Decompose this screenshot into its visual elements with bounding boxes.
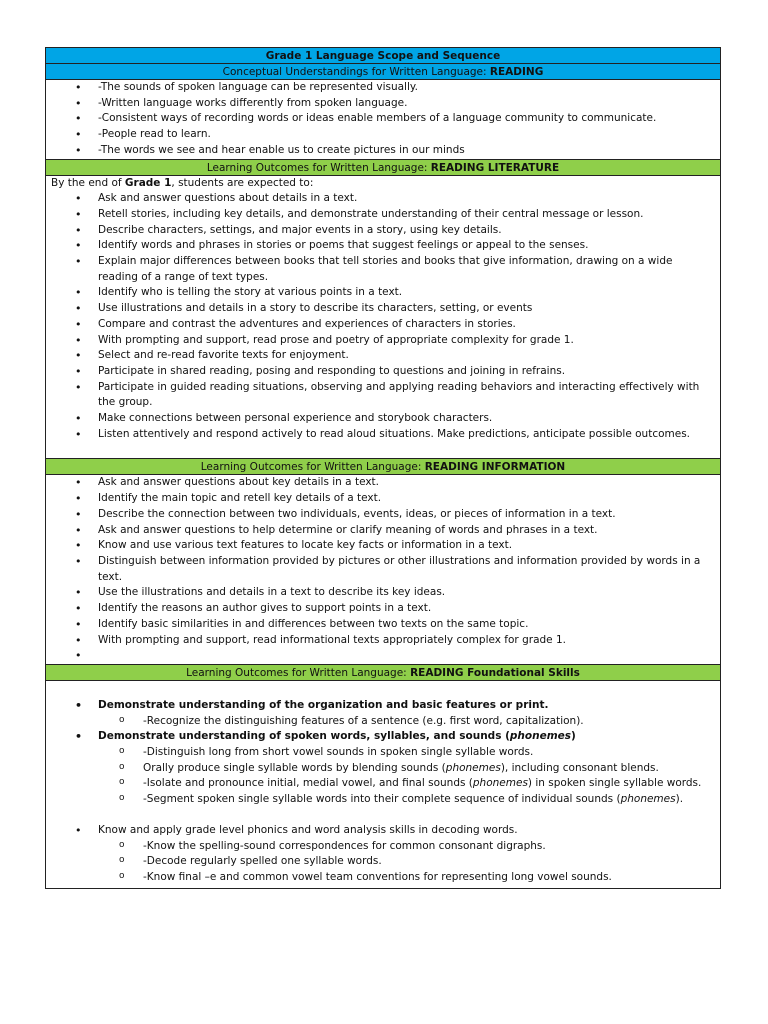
list-item: • Retell stories, including key details, and demonstrate understanding of their central message or lesson.	[46, 207, 720, 223]
list-item: • Know and use various text features to locate key facts or information in a text.	[46, 538, 720, 554]
list-item: • -The words we see and hear enable us to create pictures in our minds	[46, 143, 720, 159]
sub-list-item: o -Distinguish long from short vowel sounds in spoken single syllable words.	[46, 745, 720, 761]
list-item: • Identify words and phrases in stories or poems that suggest feelings or appeal to the senses.	[46, 238, 720, 254]
literature-intro: By the end of Grade 1, students are expected to:	[51, 176, 314, 189]
list-item: • Select and re-read favorite texts for enjoyment.	[46, 348, 720, 364]
literature-section	[46, 176, 720, 460]
list-item: • Identify the reasons an author gives to support points in a text.	[46, 601, 720, 617]
list-item: • Distinguish between information provided by pictures or other illustrations and information provided by words in a text.	[46, 554, 720, 585]
list-item: • Participate in shared reading, posing and responding to questions and joining in refrains.	[46, 364, 720, 380]
literature-list	[46, 191, 720, 442]
list-item: • Ask and answer questions about key details in a text.	[46, 475, 720, 491]
information-list	[46, 475, 720, 663]
list-item: • Know and apply grade level phonics and word analysis skills in decoding words.	[46, 823, 720, 839]
conceptual-heading: Conceptual Understandings for Written Language: READING	[46, 64, 720, 80]
list-item: • Identify the main topic and retell key details of a text.	[46, 491, 720, 507]
list-item: • Describe characters, settings, and major events in a story, using key details.	[46, 223, 720, 239]
spacer	[46, 808, 720, 823]
list-item: • Use illustrations and details in a story to describe its characters, setting, or events	[46, 301, 720, 317]
list-item	[46, 648, 720, 664]
conceptual-section	[46, 80, 720, 160]
sub-list-item: o -Isolate and pronounce initial, medial vowel, and final sounds (phonemes) in spoken single syllable words.	[46, 776, 720, 792]
list-item: • Identify basic similarities in and differences between two texts on the same topic.	[46, 617, 720, 633]
conceptual-list	[46, 80, 720, 159]
sub-list-item: o -Know the spelling-sound correspondences for common consonant digraphs.	[46, 839, 720, 855]
literature-heading: Learning Outcomes for Written Language: READING LITERATURE	[46, 160, 720, 176]
list-item: • -Consistent ways of recording words or ideas enable members of a language community to communicate.	[46, 111, 720, 127]
document-title: Grade 1 Language Scope and Sequence	[46, 48, 720, 64]
foundational-group-1	[46, 698, 720, 714]
list-item: • -Written language works differently from spoken language.	[46, 96, 720, 112]
scope-sequence-table	[45, 47, 721, 889]
list-item: • Explain major differences between books that tell stories and books that give information, drawing on a wide reading of a range of text types.	[46, 254, 720, 285]
list-item: • Demonstrate understanding of the organization and basic features or print.	[46, 698, 720, 714]
list-item: • Compare and contrast the adventures and experiences of characters in stories.	[46, 317, 720, 333]
sub-list-item: o -Know final –e and common vowel team conventions for representing long vowel sounds.	[46, 870, 720, 886]
list-item: • Identify who is telling the story at various points in a text.	[46, 285, 720, 301]
foundational-group-2-subitems	[46, 745, 720, 808]
sub-list-item: o -Decode regularly spelled one syllable words.	[46, 854, 720, 870]
sub-list-item: o -Recognize the distinguishing features of a sentence (e.g. first word, capitalization).	[46, 714, 720, 730]
list-item: • Listen attentively and respond actively to read aloud situations. Make predictions, anticipate possible outcomes.	[46, 427, 720, 443]
list-item: • Participate in guided reading situations, observing and applying reading behaviors and interacting effectively with the group.	[46, 380, 720, 411]
list-item: • With prompting and support, read informational texts appropriately complex for grade 1.	[46, 633, 720, 649]
information-section	[46, 475, 720, 664]
list-item: • Describe the connection between two individuals, events, ideas, or pieces of information in a text.	[46, 507, 720, 523]
sub-list-item: o -Segment spoken single syllable words into their complete sequence of individual sounds (phonemes).	[46, 792, 720, 808]
foundational-section	[46, 681, 720, 888]
list-item: • Ask and answer questions to help determine or clarify meaning of words and phrases in a text.	[46, 523, 720, 539]
foundational-heading: Learning Outcomes for Written Language: READING Foundational Skills	[46, 665, 720, 681]
list-item: • -The sounds of spoken language can be represented visually.	[46, 80, 720, 96]
list-item: • Use the illustrations and details in a text to describe its key ideas.	[46, 585, 720, 601]
information-heading: Learning Outcomes for Written Language: READING INFORMATION	[46, 459, 720, 475]
foundational-group-3	[46, 823, 720, 839]
foundational-group-2	[46, 729, 720, 745]
list-item: • With prompting and support, read prose and poetry of appropriate complexity for grade 1.	[46, 333, 720, 349]
list-item: • Demonstrate understanding of spoken words, syllables, and sounds (phonemes)	[46, 729, 720, 745]
foundational-group-1-subitems	[46, 714, 720, 730]
list-item: • -People read to learn.	[46, 127, 720, 143]
foundational-group-3-subitems	[46, 839, 720, 886]
list-item: • Make connections between personal experience and storybook characters.	[46, 411, 720, 427]
list-item: • Ask and answer questions about details in a text.	[46, 191, 720, 207]
sub-list-item: o Orally produce single syllable words by blending sounds (phonemes), including consonant blends.	[46, 761, 720, 777]
